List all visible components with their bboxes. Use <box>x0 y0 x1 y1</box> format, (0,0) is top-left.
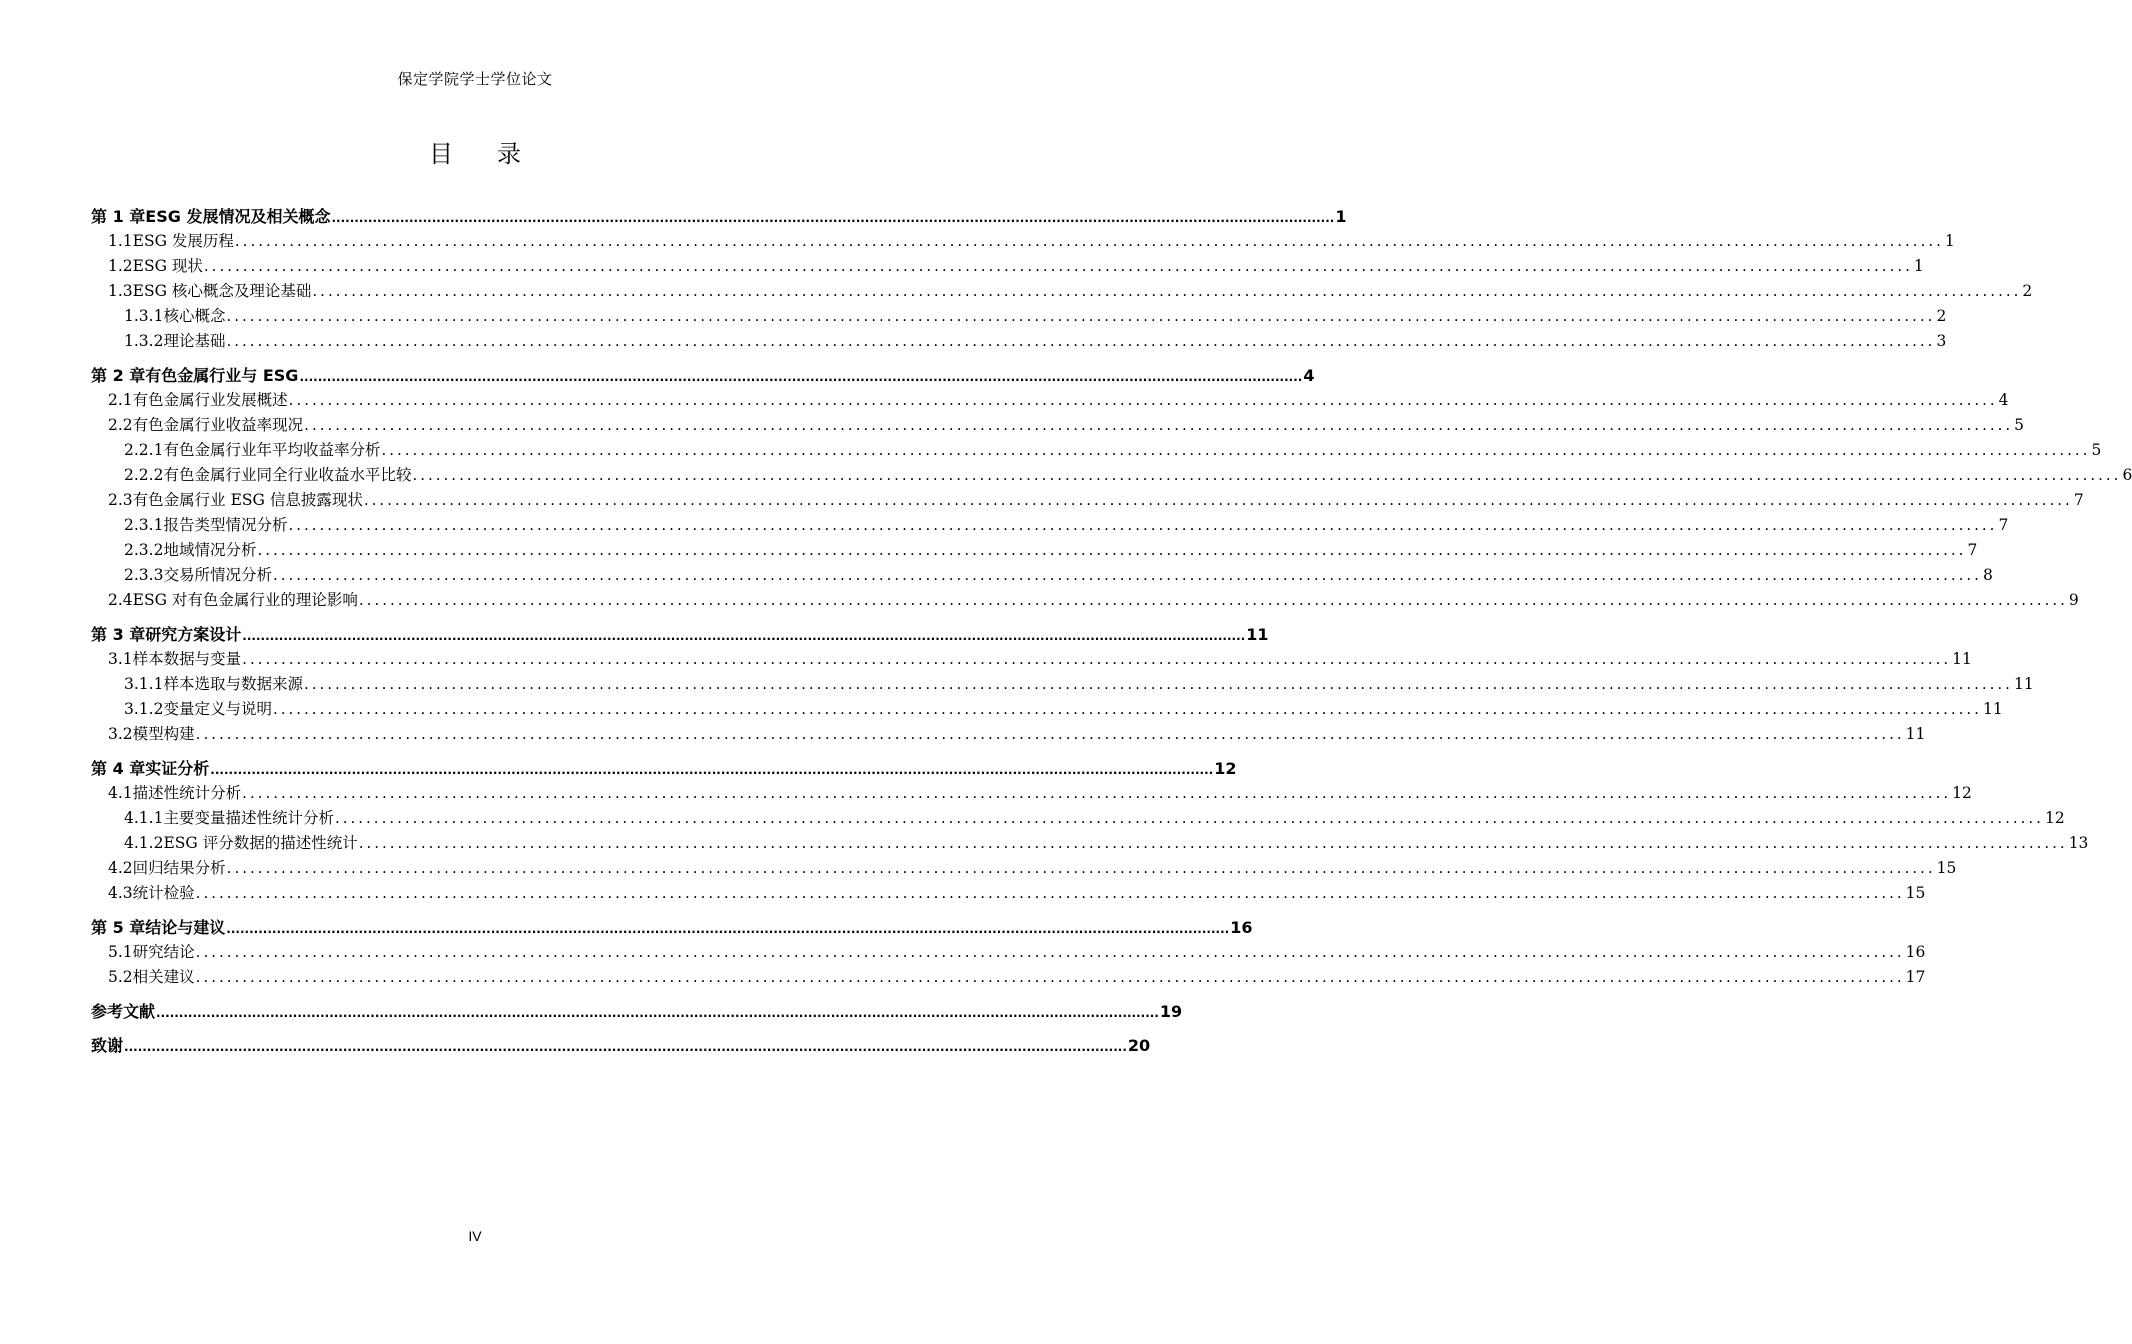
toc-entry-title: 有色金属行业同全行业收益水平比较 <box>163 466 412 484</box>
toc-entry-title: 相关建议 <box>132 968 195 986</box>
toc-entry-number: 1.3.1 <box>124 307 164 325</box>
toc-entry-title: 有色金属行业 ESG 信息披露现状 <box>132 491 363 509</box>
toc-section-entry[interactable] <box>91 254 1924 279</box>
toc-page-number: 1 <box>1335 207 1347 226</box>
toc-leader-dots: ............................................................................................................................................................................................................................ <box>242 629 1246 643</box>
toc-leader-dots: ............................................................................................................................................................................................................................ <box>203 257 1913 275</box>
toc-subsection-entry[interactable] <box>91 672 2034 697</box>
toc-entry-number: 4.1 <box>108 784 133 802</box>
toc-page-number: 11 <box>1905 725 1926 743</box>
toc-entry-title: 有色金属行业发展概述 <box>132 391 288 409</box>
toc-page-number: 15 <box>1905 884 1926 902</box>
toc-page-number: 11 <box>1952 650 1972 668</box>
toc-page-number: 16 <box>1230 918 1253 937</box>
toc-chapter-entry[interactable] <box>91 999 1183 1024</box>
toc-leader-dots: ............................................................................................................................................................................................................................ <box>210 763 1214 777</box>
toc-page-number: 11 <box>2013 675 2034 693</box>
toc-leader-dots: ............................................................................................................................................................................................................................ <box>304 416 2014 434</box>
toc-page-number: 19 <box>1159 1002 1183 1021</box>
toc-entry-number: 1.2 <box>108 257 133 275</box>
toc-leader-dots: ............................................................................................................................................................................................................................ <box>288 391 1998 409</box>
toc-entry-title: ESG 现状 <box>132 257 203 275</box>
toc-entry-number: 4.1.1 <box>124 809 164 827</box>
toc-page-number: 11 <box>1246 625 1269 644</box>
toc-subsection-entry[interactable] <box>91 806 2065 831</box>
toc-leader-dots: ............................................................................................................................................................................................................................ <box>195 943 1905 961</box>
toc-entry-number: 第 5 章 <box>91 918 146 937</box>
toc-leader-dots: ............................................................................................................................................................................................................................ <box>195 725 1905 743</box>
toc-entry-number: 第 3 章 <box>91 625 146 644</box>
toc-entry-title: 主要变量描述性统计分析 <box>163 809 334 827</box>
toc-entry-title: 样本数据与变量 <box>132 650 242 668</box>
toc-entry-title: ESG 核心概念及理论基础 <box>132 282 312 300</box>
toc-entry-number: 1.3 <box>108 282 133 300</box>
toc-section-entry[interactable] <box>91 388 2009 413</box>
toc-entry-number: 2.4 <box>108 591 133 609</box>
toc-entry-number: 3.1 <box>108 650 133 668</box>
toc-subsection-entry[interactable] <box>91 513 2009 538</box>
toc-leader-dots: ............................................................................................................................................................................................................................ <box>242 784 1952 802</box>
toc-leader-dots: ............................................................................................................................................................................................................................ <box>334 809 2044 827</box>
toc-page-number: 3 <box>1936 332 1947 350</box>
toc-leader-dots: ............................................................................................................................................................................................................................ <box>226 859 1936 877</box>
toc-page-number: 13 <box>2068 834 2089 852</box>
toc-entry-number: 3.1.2 <box>124 700 164 718</box>
toc-leader-dots: ............................................................................................................................................................................................................................ <box>363 491 2073 509</box>
toc-entry-number: 2.2.2 <box>124 466 164 484</box>
toc-section-entry[interactable] <box>91 413 2025 438</box>
toc-gap <box>91 354 859 363</box>
toc-page-number: 12 <box>1214 759 1237 778</box>
toc-section-entry[interactable] <box>91 229 1955 254</box>
toc-leader-dots: ............................................................................................................................................................................................................................ <box>226 922 1230 936</box>
toc-page-number: 1 <box>1913 257 1924 275</box>
toc-chapter-entry[interactable] <box>91 915 1253 940</box>
toc-entry-title: 理论基础 <box>163 332 226 350</box>
toc-entry-number: 2.3 <box>108 491 133 509</box>
toc-entry-number: 4.2 <box>108 859 133 877</box>
toc-entry-title: 统计检验 <box>132 884 195 902</box>
toc-entry-title: 研究方案设计 <box>145 625 242 644</box>
toc-page-number: 15 <box>1936 859 1957 877</box>
toc-subsection-entry[interactable] <box>91 438 2102 463</box>
toc-section-entry[interactable] <box>91 856 1957 881</box>
toc-subsection-entry[interactable] <box>91 329 1947 354</box>
toc-entry-number: 4.1.2 <box>124 834 164 852</box>
toc-gap <box>91 906 859 915</box>
toc-entry-title: 模型构建 <box>132 725 195 743</box>
toc-page-number: 4 <box>1303 366 1315 385</box>
toc-entry-title: ESG 发展历程 <box>132 232 234 250</box>
toc-page-number: 9 <box>2068 591 2079 609</box>
toc-chapter-entry[interactable] <box>91 363 1315 388</box>
toc-page-number: 2 <box>1936 307 1947 325</box>
toc-entry-title: 交易所情况分析 <box>163 566 272 584</box>
toc-entry-number: 1.1 <box>108 232 133 250</box>
toc-entry-title: 实证分析 <box>145 759 210 778</box>
toc-leader-dots: ............................................................................................................................................................................................................................ <box>331 211 1335 225</box>
toc-gap <box>91 613 859 622</box>
toc-entry-title: 有色金属行业年平均收益率分析 <box>163 441 381 459</box>
toc-entry-title: 研究结论 <box>132 943 195 961</box>
toc-entry-number: 5.1 <box>108 943 133 961</box>
toc-page-number: 20 <box>1127 1036 1151 1055</box>
toc-entry-title: 结论与建议 <box>145 918 226 937</box>
toc-chapter-entry[interactable] <box>91 204 1347 229</box>
toc-page-number: 6 <box>2122 466 2132 484</box>
toc-section-entry[interactable] <box>91 647 1972 672</box>
page-header: 保定学院学士学位论文 <box>397 70 553 88</box>
toc-subsection-entry[interactable] <box>91 563 1993 588</box>
toc-leader-dots: ............................................................................................................................................................................................................................ <box>312 282 2022 300</box>
toc-entry-title: 地域情况分析 <box>163 541 257 559</box>
table-of-contents <box>91 204 2132 1058</box>
toc-entry-title: 样本选取与数据来源 <box>163 675 303 693</box>
toc-entry-number: 2.1 <box>108 391 133 409</box>
toc-page-number: 11 <box>1982 700 2003 718</box>
toc-page-number: 16 <box>1905 943 1926 961</box>
toc-leader-dots: ............................................................................................................................................................................................................................ <box>257 541 1967 559</box>
toc-entry-number: 2.3.3 <box>124 566 164 584</box>
toc-page-number: 12 <box>2044 809 2065 827</box>
toc-section-entry[interactable] <box>91 940 1926 965</box>
page-title: 目录 <box>429 140 565 168</box>
toc-section-entry[interactable] <box>91 965 1926 990</box>
toc-page-number: 2 <box>2022 282 2033 300</box>
toc-entry-number: 2.2.1 <box>124 441 164 459</box>
toc-entry-title: 有色金属行业与 ESG <box>145 366 299 385</box>
toc-entry-number: 3.2 <box>108 725 133 743</box>
toc-entry-number: 5.2 <box>108 968 133 986</box>
toc-entry-number: 2.3.2 <box>124 541 164 559</box>
toc-subsection-entry[interactable] <box>91 304 1947 329</box>
toc-page-number: 5 <box>2091 441 2102 459</box>
toc-page-number: 17 <box>1905 968 1926 986</box>
toc-leader-dots: ............................................................................................................................................................................................................................ <box>195 968 1905 986</box>
toc-page-number: 7 <box>1967 541 1978 559</box>
toc-page-number: 7 <box>1998 516 2009 534</box>
toc-leader-dots: ............................................................................................................................................................................................................................ <box>358 834 2068 852</box>
toc-entry-title: 变量定义与说明 <box>163 700 272 718</box>
toc-chapter-entry[interactable] <box>91 622 1269 647</box>
toc-leader-dots: ............................................................................................................................................................................................................................ <box>272 566 1982 584</box>
toc-chapter-entry[interactable] <box>91 756 1237 781</box>
toc-entry-number: 2.2 <box>108 416 133 434</box>
toc-leader-dots: ............................................................................................................................................................................................................................ <box>226 307 1936 325</box>
toc-section-entry[interactable] <box>91 722 1926 747</box>
toc-entry-number: 第 2 章 <box>91 366 146 385</box>
toc-leader-dots: ............................................................................................................................................................................................................................ <box>303 675 2013 693</box>
toc-subsection-entry[interactable] <box>91 697 2003 722</box>
toc-leader-dots: ............................................................................................................................................................................................................................ <box>124 1040 1127 1054</box>
toc-entry-title: 致谢 <box>91 1036 124 1055</box>
toc-page-number: 4 <box>1998 391 2009 409</box>
toc-entry-number: 2.3.1 <box>124 516 164 534</box>
toc-entry-number: 第 1 章 <box>91 207 146 226</box>
toc-leader-dots: ............................................................................................................................................................................................................................ <box>195 884 1905 902</box>
toc-leader-dots: ............................................................................................................................................................................................................................ <box>242 650 1952 668</box>
toc-gap <box>91 747 859 756</box>
toc-leader-dots: ............................................................................................................................................................................................................................ <box>381 441 2091 459</box>
toc-leader-dots: ............................................................................................................................................................................................................................ <box>226 332 1936 350</box>
toc-subsection-entry[interactable] <box>91 463 2132 488</box>
toc-section-entry[interactable] <box>91 881 1926 906</box>
toc-entry-title: ESG 对有色金属行业的理论影响 <box>132 591 358 609</box>
toc-section-entry[interactable] <box>91 488 2084 513</box>
toc-gap <box>91 990 859 999</box>
toc-page-number: 1 <box>1944 232 1955 250</box>
toc-page-number: 8 <box>1982 566 1993 584</box>
toc-entry-title: 核心概念 <box>163 307 226 325</box>
toc-entry-title: ESG 发展情况及相关概念 <box>145 207 331 226</box>
toc-entry-title: 报告类型情况分析 <box>163 516 288 534</box>
toc-entry-title: ESG 评分数据的描述性统计 <box>163 834 358 852</box>
toc-entry-title: 有色金属行业收益率现况 <box>132 416 304 434</box>
toc-subsection-entry[interactable] <box>91 538 1978 563</box>
toc-entry-title: 回归结果分析 <box>132 859 226 877</box>
toc-entry-number: 第 4 章 <box>91 759 146 778</box>
toc-entry-title: 参考文献 <box>91 1002 156 1021</box>
toc-leader-dots: ............................................................................................................................................................................................................................ <box>272 700 1982 718</box>
toc-section-entry[interactable] <box>91 781 1972 806</box>
toc-subsection-entry[interactable] <box>91 831 2089 856</box>
toc-entry-title: 描述性统计分析 <box>132 784 242 802</box>
toc-page-number: 7 <box>2073 491 2084 509</box>
toc-leader-dots: ............................................................................................................................................................................................................................ <box>156 1006 1159 1020</box>
page-number: IV <box>468 1228 482 1244</box>
toc-chapter-entry[interactable] <box>91 1033 1151 1058</box>
toc-leader-dots: ............................................................................................................................................................................................................................ <box>288 516 1998 534</box>
toc-section-entry[interactable] <box>91 588 2079 613</box>
toc-leader-dots: ............................................................................................................................................................................................................................ <box>358 591 2068 609</box>
toc-entry-number: 4.3 <box>108 884 133 902</box>
toc-entry-number: 1.3.2 <box>124 332 164 350</box>
toc-page-number: 12 <box>1952 784 1972 802</box>
toc-leader-dots: ............................................................................................................................................................................................................................ <box>234 232 1944 250</box>
toc-page-number: 5 <box>2014 416 2025 434</box>
toc-leader-dots: ............................................................................................................................................................................................................................ <box>299 370 1303 384</box>
toc-entry-number: 3.1.1 <box>124 675 164 693</box>
toc-section-entry[interactable] <box>91 279 2033 304</box>
toc-leader-dots: ............................................................................................................................................................................................................................ <box>412 466 2122 484</box>
